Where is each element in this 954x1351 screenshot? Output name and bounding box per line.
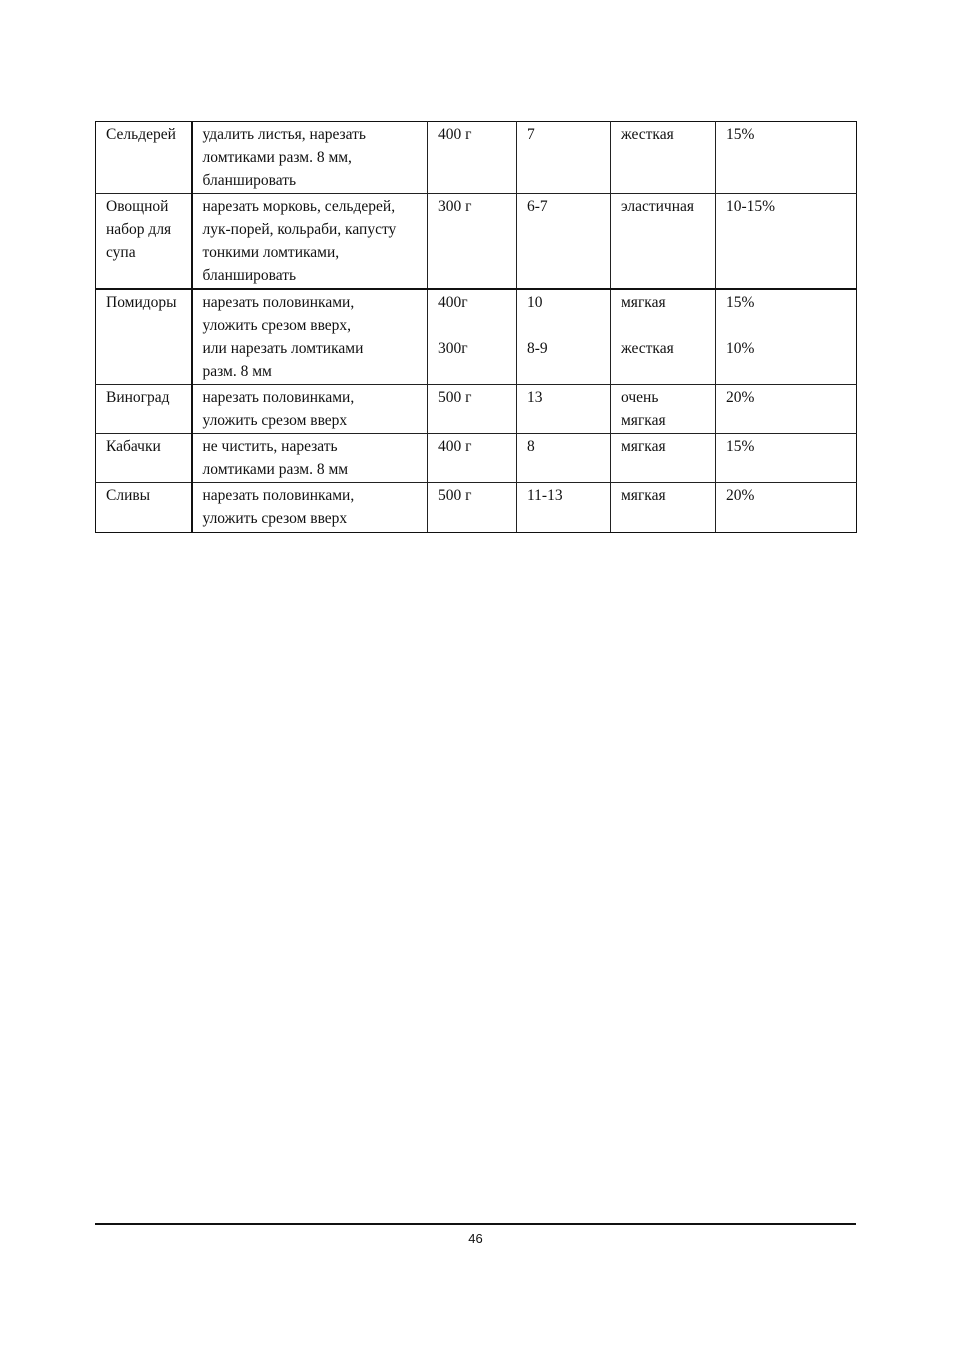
percent-cell: 20% — [716, 483, 857, 533]
quantity-cell: 500 г — [428, 483, 517, 533]
table-row — [96, 194, 857, 290]
product-cell: Помидоры — [96, 289, 192, 385]
drying-table — [95, 121, 857, 533]
table-row — [96, 434, 857, 483]
product-cell: Кабачки — [96, 434, 192, 483]
quantity-cell: 500 г — [428, 385, 517, 434]
table-row — [96, 385, 857, 434]
quantity-cell: 300 г — [428, 194, 517, 290]
product-cell: Овощной набор для супа — [96, 194, 192, 290]
consistency-cell: мягкая жесткая — [611, 289, 716, 385]
preparation-cell: нарезать морковь, сельдерей, лук-порей, кольраби, капусту тонкими ломтиками, бланшировать — [192, 194, 428, 290]
preparation-cell: удалить листья, нарезать ломтиками разм. 8 мм, бланшировать — [192, 122, 428, 194]
time-cell: 6-7 — [517, 194, 611, 290]
time-cell: 11-13 — [517, 483, 611, 533]
quantity-cell: 400 г — [428, 122, 517, 194]
percent-cell: 10-15% — [716, 194, 857, 290]
consistency-cell: мягкая — [611, 483, 716, 533]
consistency-cell: эластичная — [611, 194, 716, 290]
percent-cell: 15% — [716, 122, 857, 194]
percent-cell: 15% — [716, 434, 857, 483]
table-row — [96, 122, 857, 194]
time-cell: 13 — [517, 385, 611, 434]
consistency-cell: жесткая — [611, 122, 716, 194]
preparation-cell: нарезать половинками, уложить срезом вверх, или нарезать ломтиками разм. 8 мм — [192, 289, 428, 385]
footer-divider — [95, 1223, 856, 1225]
time-cell: 8 — [517, 434, 611, 483]
preparation-cell: нарезать половинками, уложить срезом вверх — [192, 483, 428, 533]
consistency-cell: мягкая — [611, 434, 716, 483]
quantity-cell: 400г 300г — [428, 289, 517, 385]
product-cell: Виноград — [96, 385, 192, 434]
page-number: 46 — [468, 1231, 483, 1246]
percent-cell: 15% 10% — [716, 289, 857, 385]
preparation-cell: нарезать половинками, уложить срезом вверх — [192, 385, 428, 434]
table-row — [96, 289, 857, 385]
time-cell: 10 8-9 — [517, 289, 611, 385]
product-cell: Сельдерей — [96, 122, 192, 194]
product-cell: Сливы — [96, 483, 192, 533]
time-cell: 7 — [517, 122, 611, 194]
consistency-cell: очень мягкая — [611, 385, 716, 434]
percent-cell: 20% — [716, 385, 857, 434]
table-row — [96, 483, 857, 533]
quantity-cell: 400 г — [428, 434, 517, 483]
preparation-cell: не чистить, нарезать ломтиками разм. 8 мм — [192, 434, 428, 483]
